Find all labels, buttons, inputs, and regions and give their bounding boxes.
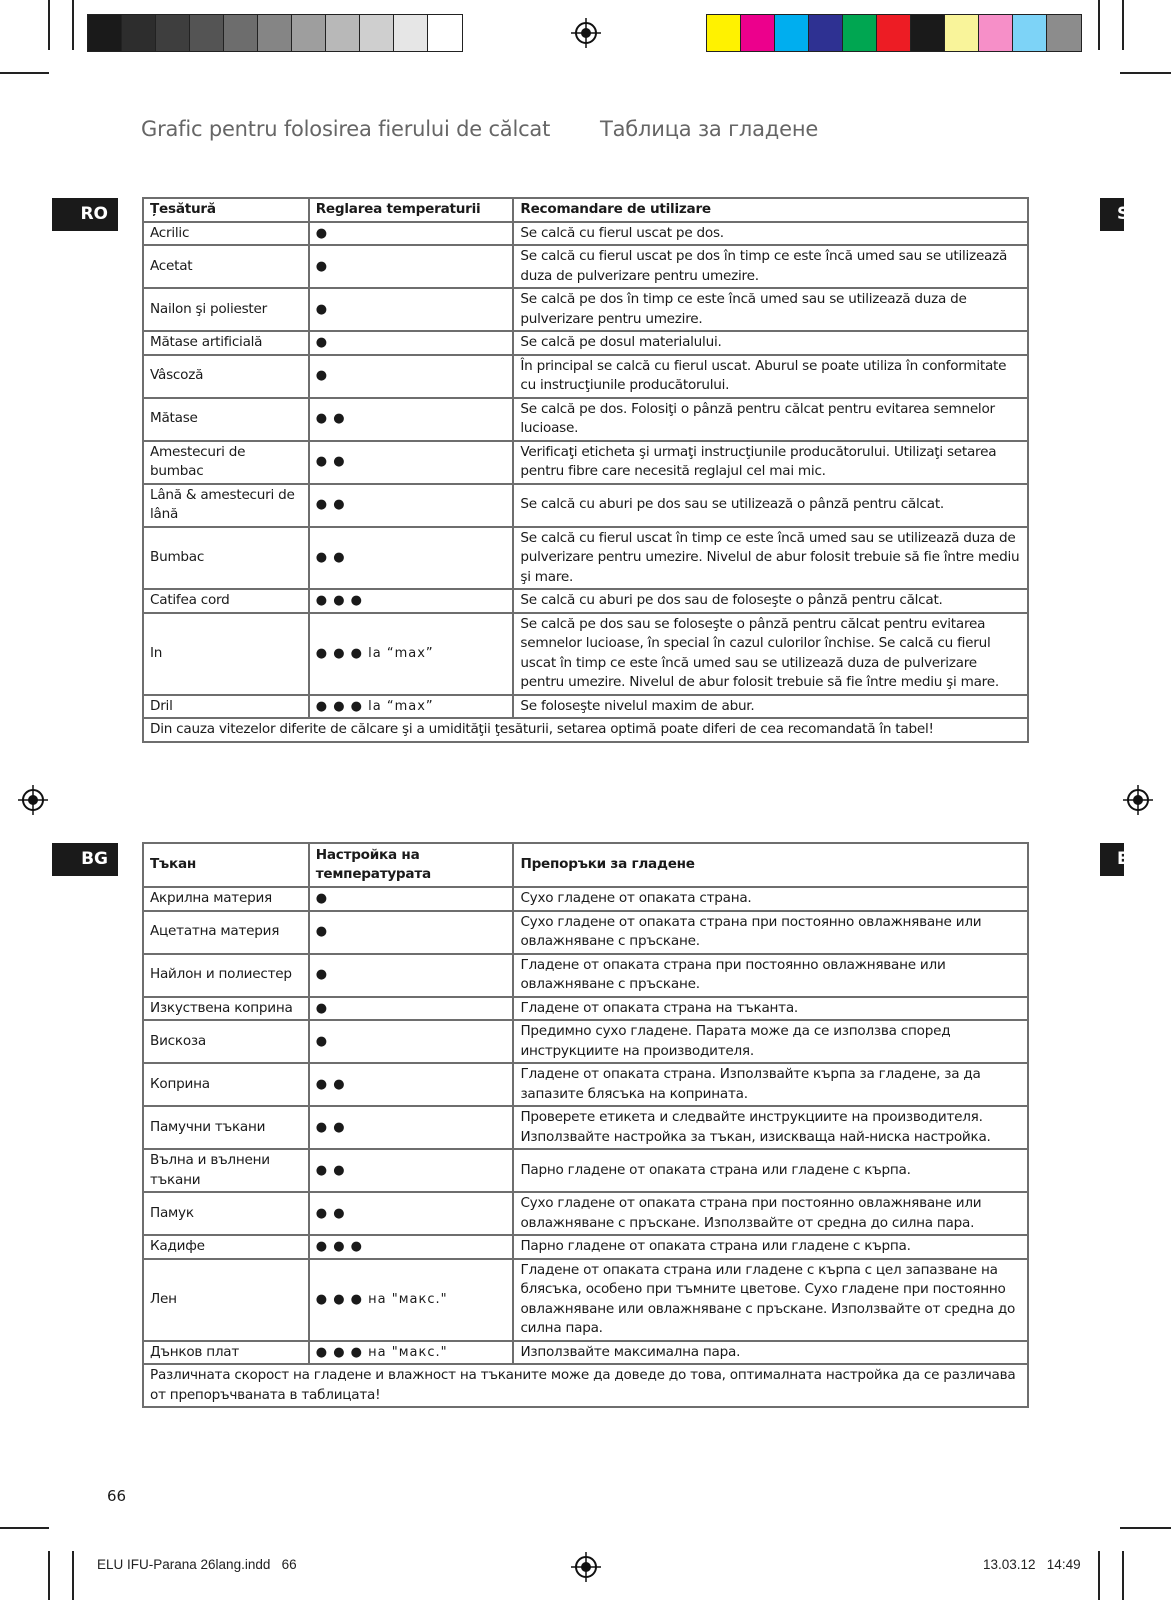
crop-mark — [1120, 1527, 1171, 1529]
fabric-cell: Vâscoză — [143, 355, 309, 398]
temperature-cell: ● ● ● на "макс." — [309, 1341, 514, 1365]
fabric-cell: Nailon şi poliester — [143, 288, 309, 331]
recommendation-cell: Se calcă cu aburi pe dos sau de foloseşte o pânză pentru călcat. — [513, 589, 1028, 613]
temperature-cell: ● — [309, 887, 514, 911]
fabric-cell: Catifea cord — [143, 589, 309, 613]
crop-mark — [1120, 72, 1171, 74]
table-row — [143, 222, 1028, 246]
ironing-table-ro — [142, 197, 1029, 743]
fabric-cell: Acrilic — [143, 222, 309, 246]
page-title-bg: Таблица за гладене — [600, 117, 819, 141]
recommendation-cell: Se calcă pe dos în timp ce este încă umed sau se utilizează duza de pulverizare pentru umezire. — [513, 288, 1028, 331]
registration-target-icon — [18, 785, 48, 815]
registration-target-icon — [571, 1552, 601, 1582]
recommendation-cell: Se calcă cu aburi pe dos sau se utilizează o pânză pentru călcat. — [513, 484, 1028, 527]
crop-mark — [0, 72, 49, 74]
table-row — [143, 1192, 1028, 1235]
temperature-cell: ● — [309, 997, 514, 1021]
recommendation-cell: Se calcă cu fierul uscat pe dos în timp ce este încă umed sau se utilizează duza de pulverizare pentru umezire. — [513, 245, 1028, 288]
table-note: Различната скорост на гладене и влажност на тъканите може да доведе до това, оптималната настройка да се различава от препоръчваната в таблицата! — [143, 1364, 1028, 1407]
fabric-cell: Найлон и полиестер — [143, 954, 309, 997]
crop-mark — [1098, 1551, 1100, 1600]
temperature-cell: ● ● — [309, 1063, 514, 1106]
table-row — [143, 527, 1028, 590]
temperature-cell: ● ● ● на "макс." — [309, 1259, 514, 1341]
temperature-cell: ● ● — [309, 484, 514, 527]
fabric-cell: Вискоза — [143, 1020, 309, 1063]
color-swatch — [224, 15, 258, 51]
color-swatch — [292, 15, 326, 51]
fabric-cell: Amestecuri de bumbac — [143, 441, 309, 484]
fabric-cell: Памук — [143, 1192, 309, 1235]
recommendation-cell: Se calcă pe dos sau se foloseşte o pânză pentru călcat pentru evitarea semnelor lucioase, în special în cazul culorilor închise. Se calcă cu fierul uscat în timp ce este încă umed sau se utilizează duza de pulverizare pentru umezire. Nivelul de abur folosit trebuie să fie între mediu şi mare. — [513, 613, 1028, 695]
recommendation-cell: Сухо гладене от опаката страна при постоянно овлажняване или овлажняване с пръскане. Използвайте от средна до силна пара. — [513, 1192, 1028, 1235]
recommendation-cell: Сухо гладене от опаката страна при постоянно овлажняване или овлажняване с пръскане. — [513, 911, 1028, 954]
registration-target-icon — [1123, 785, 1153, 815]
recommendation-cell: Гладене от опаката страна или гладене с кърпа с цел запазване на блясъка, особено при тъмните цветове. Сухо гладене при постоянно овлажняване или овлажняване с пръскане. Използвайте от средна до силна пара. — [513, 1259, 1028, 1341]
fabric-cell: Акрилна материя — [143, 887, 309, 911]
color-swatch — [809, 15, 843, 51]
temperature-cell: ● ● — [309, 1149, 514, 1192]
fabric-cell: In — [143, 613, 309, 695]
column-header: Тъкан — [143, 843, 309, 887]
page-title-ro: Grafic pentru folosirea fierului de călcat — [141, 117, 551, 141]
temperature-cell: ● — [309, 245, 514, 288]
table-row — [143, 997, 1028, 1021]
crop-mark — [0, 1527, 49, 1529]
recommendation-cell: Сухо гладене от опаката страна. — [513, 887, 1028, 911]
grayscale-color-bar — [87, 14, 463, 52]
table-row — [143, 331, 1028, 355]
recommendation-cell: Предимно сухо гладене. Парата може да се използва според инструкциите на производителя. — [513, 1020, 1028, 1063]
recommendation-cell: Se calcă pe dos. Folosiţi o pânză pentru călcat pentru evitarea semnelor lucioase. — [513, 398, 1028, 441]
fabric-cell: Mătase — [143, 398, 309, 441]
language-tab-bg: BG — [52, 843, 118, 876]
temperature-cell: ● — [309, 222, 514, 246]
table-note-row — [143, 1364, 1028, 1407]
table-row — [143, 1149, 1028, 1192]
recommendation-cell: Използвайте максимална пара. — [513, 1341, 1028, 1365]
table-row — [143, 1020, 1028, 1063]
table-row — [143, 911, 1028, 954]
recommendation-cell: Парно гладене от опаката страна или гладене с кърпа. — [513, 1149, 1028, 1192]
color-swatch — [360, 15, 394, 51]
temperature-cell: ● — [309, 355, 514, 398]
fabric-cell: Dril — [143, 695, 309, 719]
table-row — [143, 613, 1028, 695]
fabric-cell: Изкуствена коприна — [143, 997, 309, 1021]
color-swatch — [258, 15, 292, 51]
table-row — [143, 1063, 1028, 1106]
color-swatch — [707, 15, 741, 51]
color-swatch — [394, 15, 428, 51]
temperature-cell: ● ● — [309, 441, 514, 484]
temperature-cell: ● ● — [309, 398, 514, 441]
language-tab-edge: E — [1100, 843, 1124, 876]
color-swatch — [945, 15, 979, 51]
fabric-cell: Лен — [143, 1259, 309, 1341]
cmyk-color-bar — [706, 14, 1082, 52]
color-swatch — [1047, 15, 1081, 51]
table-row — [143, 1341, 1028, 1365]
table-row — [143, 954, 1028, 997]
color-swatch — [428, 15, 462, 51]
page-number: 66 — [107, 1487, 127, 1505]
fabric-cell: Памучни тъкани — [143, 1106, 309, 1149]
table-row — [143, 441, 1028, 484]
recommendation-cell: Se calcă cu fierul uscat pe dos. — [513, 222, 1028, 246]
fabric-cell: Дънков плат — [143, 1341, 309, 1365]
table-row — [143, 589, 1028, 613]
crop-mark — [48, 1551, 50, 1600]
table-row — [143, 245, 1028, 288]
crop-mark — [72, 1551, 74, 1600]
recommendation-cell: Verificaţi eticheta şi urmaţi instrucţiunile producătorului. Utilizaţi setarea pentru fibre care necesită reglajul cel mai mic. — [513, 441, 1028, 484]
crop-mark — [1122, 0, 1124, 50]
crop-mark — [1122, 1551, 1124, 1600]
recommendation-cell: Se calcă cu fierul uscat în timp ce este încă umed sau se utilizează duza de pulverizare pentru umezire. Nivelul de abur folosit trebuie să fie între mediu şi mare. — [513, 527, 1028, 590]
ironing-table-bg — [142, 842, 1029, 1408]
temperature-cell: ● ● ● la “max” — [309, 695, 514, 719]
fabric-cell: Коприна — [143, 1063, 309, 1106]
color-swatch — [775, 15, 809, 51]
recommendation-cell: Проверете етикета и следвайте инструкциите на производителя. Използвайте настройка за тъкан, изискваща най-ниска настройка. — [513, 1106, 1028, 1149]
column-header: Настройка на температурата — [309, 843, 514, 887]
crop-mark — [72, 0, 74, 50]
recommendation-cell: Парно гладене от опаката страна или гладене с кърпа. — [513, 1235, 1028, 1259]
color-swatch — [911, 15, 945, 51]
color-swatch — [877, 15, 911, 51]
temperature-cell: ● — [309, 954, 514, 997]
recommendation-cell: Гладене от опаката страна. Използвайте кърпа за гладене, за да запазите блясъка на коприната. — [513, 1063, 1028, 1106]
table-row — [143, 1259, 1028, 1341]
fabric-cell: Lână & amestecuri de lână — [143, 484, 309, 527]
color-swatch — [1013, 15, 1047, 51]
temperature-cell: ● ● ● — [309, 1235, 514, 1259]
footer-file-name: ELU IFU-Parana 26lang.indd 66 — [97, 1557, 297, 1572]
footer-date: 13.03.12 14:49 — [983, 1557, 1081, 1572]
temperature-cell: ● ● ● — [309, 589, 514, 613]
recommendation-cell: Гладене от опаката страна при постоянно овлажняване или овлажняване с пръскане. — [513, 954, 1028, 997]
recommendation-cell: Se foloseşte nivelul maxim de abur. — [513, 695, 1028, 719]
recommendation-cell: În principal se calcă cu fierul uscat. Aburul se poate utiliza în conformitate cu instrucţiunile producătorului. — [513, 355, 1028, 398]
temperature-cell: ● — [309, 1020, 514, 1063]
fabric-cell: Mătase artificială — [143, 331, 309, 355]
table-row — [143, 887, 1028, 911]
table-header-row — [143, 843, 1028, 887]
fabric-cell: Bumbac — [143, 527, 309, 590]
temperature-cell: ● ● — [309, 527, 514, 590]
crop-mark — [1098, 0, 1100, 50]
temperature-cell: ● ● — [309, 1192, 514, 1235]
fabric-cell: Ацетатна материя — [143, 911, 309, 954]
table-row — [143, 355, 1028, 398]
fabric-cell: Вълна и вълнени тъкани — [143, 1149, 309, 1192]
column-header: Recomandare de utilizare — [513, 198, 1028, 222]
language-tab-ro: RO — [52, 198, 118, 231]
crop-mark — [48, 0, 50, 50]
color-swatch — [122, 15, 156, 51]
column-header: Reglarea temperaturii — [309, 198, 514, 222]
color-swatch — [156, 15, 190, 51]
table-header-row — [143, 198, 1028, 222]
table-row — [143, 398, 1028, 441]
column-header: Препоръки за гладене — [513, 843, 1028, 887]
color-swatch — [190, 15, 224, 51]
registration-target-icon — [571, 18, 601, 48]
color-swatch — [326, 15, 360, 51]
table-note-row — [143, 718, 1028, 742]
color-swatch — [843, 15, 877, 51]
table-row — [143, 1106, 1028, 1149]
temperature-cell: ● ● — [309, 1106, 514, 1149]
language-tab-edge: S — [1100, 198, 1124, 231]
color-swatch — [88, 15, 122, 51]
recommendation-cell: Гладене от опаката страна на тъканта. — [513, 997, 1028, 1021]
temperature-cell: ● — [309, 331, 514, 355]
table-row — [143, 695, 1028, 719]
temperature-cell: ● — [309, 911, 514, 954]
fabric-cell: Acetat — [143, 245, 309, 288]
column-header: Țesătură — [143, 198, 309, 222]
table-note: Din cauza vitezelor diferite de călcare şi a umidităţii ţesăturii, setarea optimă poate diferi de cea recomandată în tabel! — [143, 718, 1028, 742]
table-row — [143, 1235, 1028, 1259]
color-swatch — [979, 15, 1013, 51]
temperature-cell: ● — [309, 288, 514, 331]
color-swatch — [741, 15, 775, 51]
table-row — [143, 288, 1028, 331]
temperature-cell: ● ● ● la “max” — [309, 613, 514, 695]
fabric-cell: Кадифе — [143, 1235, 309, 1259]
table-row — [143, 484, 1028, 527]
recommendation-cell: Se calcă pe dosul materialului. — [513, 331, 1028, 355]
